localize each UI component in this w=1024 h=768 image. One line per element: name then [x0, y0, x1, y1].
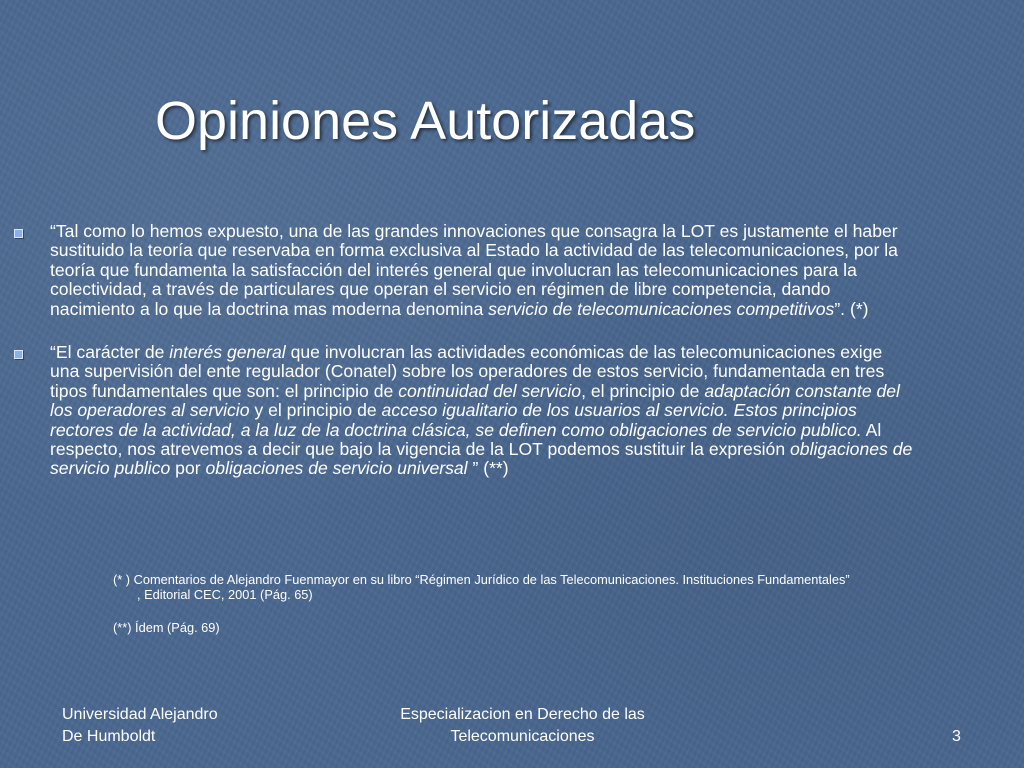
bullet-text-part: , el principio de: [581, 380, 705, 401]
footer-institution-line: De Humboldt: [62, 728, 156, 745]
bullet-text-part: por: [170, 458, 206, 479]
bullet-text-part: “Tal como lo hemos expuesto, una de las grandes innovaciones que consagra la LOT es justamente el haber sustituido la teoría que reservaba en forma exclusiva al Estado la actividad de las telecomunicaciones, por la teoría que fundamenta la satisfacción del interés general que involucran las telecomunicaciones para la colectividad, a través de particulares que operan el servicio en régimen de libre competencia, dando nacimiento a lo que la doctrina mas moderna denomina: [50, 221, 898, 319]
footer-institution: [62, 704, 218, 748]
bullet-item: [10, 343, 915, 479]
bullet-text-part: y el principio de: [249, 400, 382, 421]
bullet-text-italic-part: interés general: [169, 342, 286, 363]
footer-program: [340, 704, 705, 748]
bullet-text-part: ”. (*): [834, 298, 869, 319]
footnote: (* ) Comentarios de Alejandro Fuenmayor en su libro “Régimen Jurídico de las Telecomunicaciones. Instituciones Fundamentales” , Editorial CEC, 2001 (Pág. 65): [113, 572, 850, 602]
footnotes: [113, 572, 853, 653]
bullet-text-part: “El carácter de: [50, 342, 170, 363]
square-bullet-icon: [14, 229, 23, 238]
bullet-text-part: Al respecto, nos atrevemos a decir que bajo la vigencia de la LOT podemos sustituir la expresión: [50, 419, 882, 460]
bullet-text: [50, 342, 912, 478]
slide-title: Opiniones Autorizadas: [155, 91, 696, 151]
bullet-text-italic-part: obligaciones de servicio universal: [205, 458, 473, 479]
bullet-text: [50, 221, 898, 319]
footer-institution-line: Universidad Alejandro: [62, 706, 218, 723]
bullet-list: [10, 222, 915, 503]
square-bullet-icon: [14, 350, 23, 359]
bullet-text-italic-part: servicio de telecomunicaciones competitivos: [488, 298, 835, 319]
bullet-item: [10, 222, 915, 319]
page-number: 3: [952, 728, 961, 745]
footnote: (**) Ídem (Pág. 69): [113, 620, 220, 635]
bullet-text-italic-part: adaptación constante del los operadores al servicio: [50, 380, 900, 421]
bullet-text-italic-part: obligaciones de servicio publico: [50, 439, 913, 479]
bullet-text-part: ” (**): [472, 458, 509, 479]
footer-program-line: Especializacion en Derecho de las: [400, 706, 645, 723]
bullet-text-italic-part: acceso igualitario de los usuarios al servicio. Estos principios rectores de la actividad, a la luz de la doctrina clásica, se definen como obligaciones de servicio publico.: [50, 400, 862, 440]
bullet-text-part: que involucran las actividades económicas de las telecomunicaciones exige una supervisión del ente regulador (Conatel) sobre los operadores de estos servicio, fundamentada en tres tipos fundamentales que son: el principio de: [50, 342, 885, 401]
footer-program-line: Telecomunicaciones: [450, 728, 595, 745]
bullet-text-italic-part: continuidad del servicio: [398, 380, 582, 401]
